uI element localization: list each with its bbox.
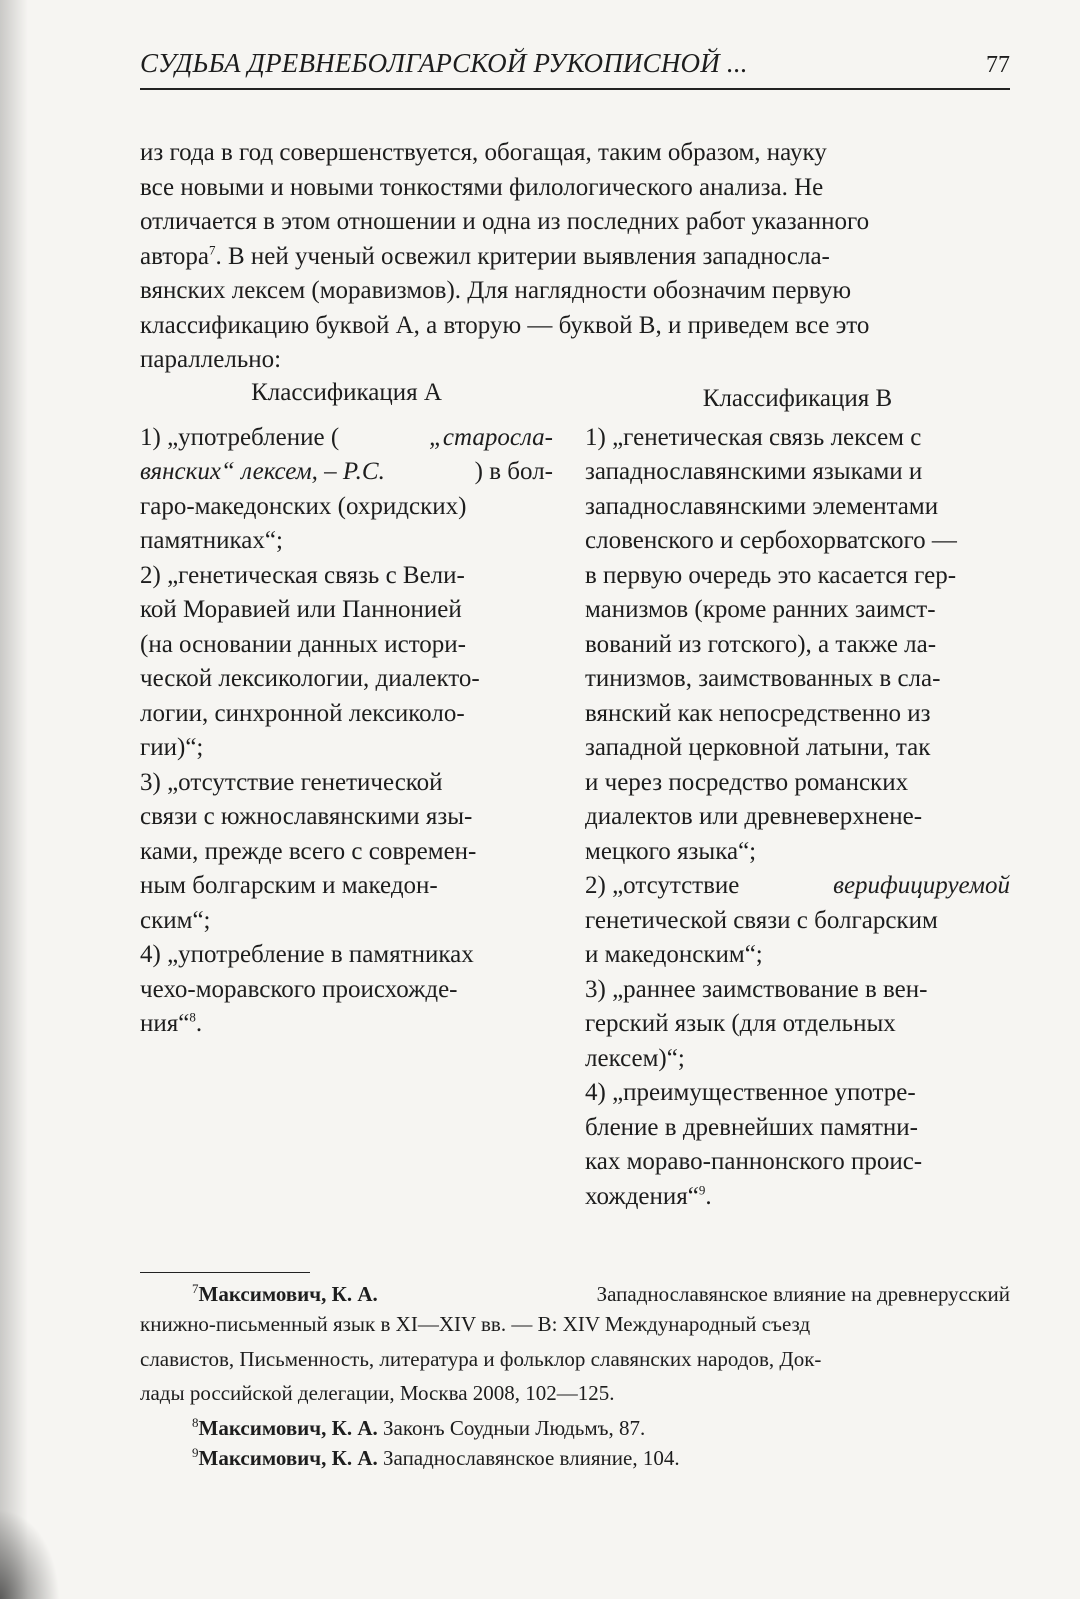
text-line: и македонским“;	[585, 941, 763, 968]
text-line: вянских лексем (моравизмов). Для наглядности обозначим первую	[140, 277, 852, 304]
text-line: ским“;	[140, 906, 211, 934]
text-line: ния“$^8$.	[140, 1009, 203, 1037]
text-line: из года в год совершенствуется, обогащая, таким образом, науку	[140, 139, 827, 166]
footnote-7	[140, 1279, 1010, 1413]
text-line: вянских“ лексем, – Р.С. ) в бол-	[140, 458, 553, 485]
footnote-ref-7[interactable]: 7	[208, 242, 216, 258]
page-number: 77	[986, 52, 1010, 78]
footnote-marker: 9	[192, 1444, 199, 1460]
text-line: логии, синхронной лексиколо-	[140, 699, 465, 727]
page-corner-shadow	[0, 1509, 60, 1599]
text-line: 1) „генетическая связь лексем с	[585, 423, 922, 451]
text-line: 4) „преимущественное употре-	[585, 1079, 916, 1106]
text-line: герский язык (для отдельных	[585, 1010, 896, 1037]
text-line: западной церковной латыни, так	[585, 734, 931, 761]
text-line: книжно-письменный язык в XI—XIV вв. — В: XIV Международный съезд	[140, 1312, 811, 1336]
classification-a-column	[140, 376, 553, 1042]
text-line: западнославянскими элементами	[585, 492, 939, 520]
text-line: вований из готского), а также ла-	[585, 630, 937, 658]
classification-b-column	[585, 376, 1010, 1214]
footnote-author: Максимович, К. А.	[198, 1445, 378, 1470]
text-line: 2) „отсутствие верифицируемой	[585, 872, 1010, 899]
footnote-ref-8[interactable]: 8	[189, 1009, 196, 1025]
text-line: гии)“;	[140, 734, 204, 761]
text-line: чехо-моравского происхожде-	[140, 975, 458, 1003]
footnote-ref-9[interactable]: 9	[698, 1182, 706, 1198]
text-line: все новыми и новыми тонкостями филологического анализа. Не	[140, 173, 824, 201]
text-line: ками, прежде всего с современ-	[140, 837, 477, 865]
text-line: лексем)“;	[585, 1044, 685, 1072]
text-line: в первую очередь это касается гер-	[585, 561, 957, 589]
text-line: 3) „отсутствие генетической	[140, 768, 443, 796]
text-line: $^7$Максимович, К. А. Западнославянское влияние на древнерусский	[192, 1281, 1010, 1306]
footnote-marker: 8	[192, 1414, 199, 1430]
text-line: памятниках“;	[140, 527, 283, 554]
footnote-title: Законъ Соудныи Людьмъ	[383, 1415, 609, 1440]
text-line: западнославянскими языками и	[585, 458, 923, 485]
footnote-9: $^9$Максимович, К. А. Западнославянское влияние, 104.	[192, 1444, 680, 1470]
text-line: гаро-македонских (охридских)	[140, 492, 467, 520]
footnote-author: Максимович, К. А.	[198, 1415, 378, 1440]
classification-a-heading: Классификация А	[251, 379, 442, 406]
text-line: манизмов (кроме ранних заимст-	[585, 596, 936, 623]
text-line: славистов, Письменность, литература и фольклор славянских народов, Док-	[140, 1346, 822, 1371]
text-line: 3) „раннее заимствование в вен-	[585, 975, 928, 1003]
text-line: параллельно:	[140, 346, 282, 373]
text-line: словенского и сербохорватского —	[585, 527, 957, 554]
text-line: генетической связи с болгарским	[585, 906, 938, 934]
classification-b-heading: Классификация В	[702, 385, 893, 412]
text-line: вянский как непосредственно из	[585, 699, 931, 727]
text-line: бление в древнейших памятни-	[585, 1113, 918, 1141]
footnote-marker: 7	[192, 1281, 199, 1296]
text-line: хождения“$^9$.	[585, 1182, 712, 1210]
text-line: ческой лексикологии, диалекто-	[140, 665, 480, 692]
footnote-rule	[140, 1272, 310, 1273]
text-line: отличается в этом отношении и одна из последних работ указанного	[140, 208, 870, 235]
page-gutter-shadow	[0, 0, 28, 1599]
footnotes	[140, 1272, 1010, 1473]
text-line: (на основании данных истори-	[140, 630, 467, 658]
footnote-author: Максимович, К. А.	[198, 1282, 378, 1306]
text-line: тинизмов, заимствованных в сла-	[585, 665, 941, 692]
text-line: мецкого языка“;	[585, 837, 757, 865]
text-line: и через посредство романских	[585, 768, 909, 796]
text-line: ным болгарским и македон-	[140, 872, 438, 899]
text-line: ках мораво-паннонского проис-	[585, 1148, 923, 1175]
text-line: 2) „генетическая связь с Вели-	[140, 561, 465, 589]
footnote-8: $^8$Максимович, К. А. Законъ Соудныи Людьмъ, 87.	[192, 1414, 646, 1440]
running-title: СУДЬБА ДРЕВНЕБОЛГАРСКОЙ РУКОПИСНОЙ ...	[140, 48, 748, 78]
text-line: лады российской делегации, Москва 2008, 102—125.	[140, 1381, 615, 1405]
text-line: автора$^7$. В ней ученый освежил критерии выявления западносла-	[140, 242, 830, 270]
text-line: классификацию буквой А, а вторую — буквой В, и приведем все это	[140, 311, 870, 339]
text-line: кой Моравией или Паннонией	[140, 596, 462, 623]
running-head	[140, 48, 1010, 90]
text-line: 4) „употребление в памятниках	[140, 941, 474, 968]
text-line: 1) „употребление ( „старосла-	[140, 423, 553, 451]
text-line: диалектов или древневерхнене-	[585, 803, 923, 830]
text-line: связи с южнославянскими язы-	[140, 803, 473, 830]
intro-paragraph	[140, 136, 1010, 378]
